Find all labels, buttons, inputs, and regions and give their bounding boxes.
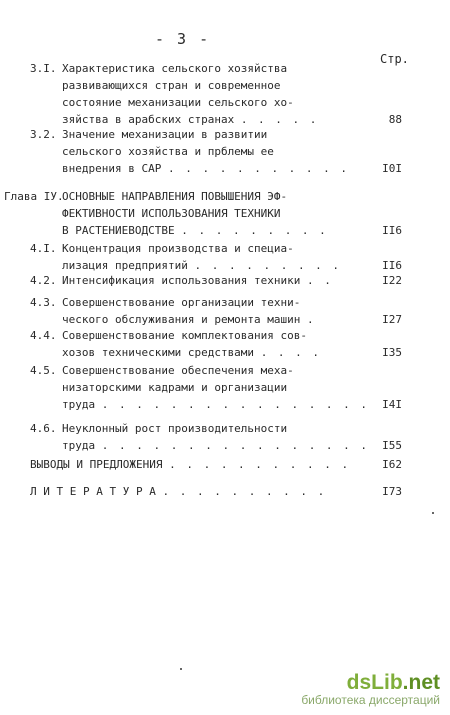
toc-entry-text: ВЫВОДЫ И ПРЕДЛОЖЕНИЯ	[30, 458, 163, 471]
toc-entry-page: I73	[382, 485, 402, 498]
toc-entry-line	[62, 240, 341, 257]
toc-entry-text: хозов техническими средствами	[62, 346, 255, 359]
toc-entry	[0, 420, 402, 454]
toc-entry-text: развивающихся стран и современное	[62, 79, 281, 92]
toc-entry-number: 4.4.	[30, 329, 57, 342]
toc-entry-text: Характеристика сельского хозяйства	[62, 62, 288, 75]
scan-speck	[432, 512, 434, 514]
toc-entry-number: 3.2.	[30, 128, 57, 141]
watermark	[301, 671, 440, 707]
toc-entry-number: 4.5.	[30, 364, 57, 377]
toc-entry	[0, 60, 402, 128]
toc-entry	[0, 240, 402, 274]
toc-entry	[0, 294, 402, 328]
toc-entry-page: I27	[382, 313, 402, 326]
toc-leader-dots: . . . . . . . . .	[181, 224, 328, 237]
toc-entry-line	[30, 483, 326, 500]
toc-entry-line	[62, 379, 369, 396]
toc-entry-page: I4I	[382, 398, 402, 411]
toc-entry-number: 4.3.	[30, 296, 57, 309]
toc-entry-line	[62, 294, 316, 311]
toc-leader-dots: . . . . .	[240, 113, 319, 126]
toc-leader-dots: . . . . . . . . . . . . . . . .	[101, 398, 370, 411]
toc-entry	[0, 483, 402, 500]
toc-entry-text: состояние механизации сельского хо-	[62, 96, 294, 109]
watermark-subtitle: библиотека диссертаций	[301, 693, 440, 707]
toc-entry-text: труда	[62, 439, 96, 452]
toc-entry-line	[62, 77, 318, 94]
toc-entry-page: 88	[388, 113, 402, 126]
toc-entry-line	[62, 188, 328, 205]
toc-entry-text: Неуклонный рост производительности	[62, 422, 288, 435]
toc-entry-text: зяйства в арабских странах	[62, 113, 235, 126]
toc-entry-text: лизация предприятий	[62, 259, 188, 272]
page-column-header: Стр.	[380, 52, 409, 66]
toc-entry-page: I22	[382, 274, 402, 287]
toc-entry-text: Совершенствование комплектования сов-	[62, 329, 308, 342]
toc-leader-dots: . . . . . . . . .	[194, 259, 342, 272]
toc-entry-line	[62, 60, 318, 77]
watermark-logo-main: dsLib	[346, 671, 403, 694]
toc-entry-page: II6	[382, 259, 402, 272]
toc-entry-line	[62, 94, 318, 111]
toc-entry-number: Глава IУ.	[4, 190, 64, 203]
toc-entry	[0, 272, 402, 289]
toc-entry-text: Совершенствование организации техни-	[62, 296, 301, 309]
toc-entry-line	[62, 205, 328, 222]
toc-leader-dots: . . . . . . . . . . . . . . . .	[101, 439, 370, 452]
toc-entry-text: ФЕКТИВНОСТИ ИСПОЛЬЗОВАНИЯ ТЕХНИКИ	[62, 207, 281, 220]
toc-entry-page: I0I	[382, 162, 402, 175]
toc-entry-text: В РАСТЕНИЕВОДСТВЕ	[62, 224, 175, 237]
toc-entry-text: ческого обслуживания и ремонта машин	[62, 313, 301, 326]
toc-entry-text: Л И Т Е Р А Т У Р А	[30, 485, 156, 498]
toc-entry-text: низаторскими кадрами и организации	[62, 381, 288, 394]
toc-entry-page: I55	[382, 439, 402, 452]
toc-entry-line	[62, 437, 369, 454]
toc-leader-dots: .	[307, 313, 316, 326]
toc-entry-page: I62	[382, 458, 402, 471]
toc-entry-text: Значение механизации в развитии	[62, 128, 268, 141]
toc-entry-line	[62, 311, 316, 328]
toc-entry-line	[62, 126, 349, 143]
toc-entry-number: 4.6.	[30, 422, 57, 435]
toc-entry	[0, 188, 402, 239]
toc-entry	[0, 362, 402, 413]
toc-entry-page: II6	[382, 224, 402, 237]
watermark-logo-tld: .net	[402, 671, 440, 694]
page-number: - 3 -	[155, 30, 211, 48]
toc-leader-dots: . . . .	[260, 346, 322, 359]
toc-entry-text: сельского хозяйства и прблемы ее	[62, 145, 274, 158]
toc-leader-dots: . . . . . . . . . . .	[169, 458, 351, 471]
toc-entry-text: внедрения в САР	[62, 162, 162, 175]
toc-entry-line	[62, 420, 369, 437]
toc-entry-text: труда	[62, 398, 96, 411]
toc-leader-dots: . .	[307, 274, 333, 287]
toc-entry-line	[62, 160, 349, 177]
toc-entry-line	[62, 362, 369, 379]
scan-speck	[180, 668, 182, 670]
toc-entry-number: 4.2.	[30, 274, 57, 287]
toc-entry-line	[62, 344, 321, 361]
toc-entry-number: 3.I.	[30, 62, 57, 75]
toc-leader-dots: . . . . . . . . . .	[162, 485, 327, 498]
toc-entry-line	[62, 143, 349, 160]
toc-entry-text: ОСНОВНЫЕ НАПРАВЛЕНИЯ ПОВЫШЕНИЯ ЭФ-	[62, 190, 288, 203]
toc-entry-line	[30, 456, 350, 473]
toc-entry-line	[62, 327, 321, 344]
toc-entry	[0, 456, 402, 473]
toc-entry-page: I35	[382, 346, 402, 359]
toc-entry-line	[62, 272, 333, 289]
toc-entry	[0, 327, 402, 361]
watermark-logo	[301, 671, 440, 695]
toc-entry-text: Совершенствование обеспечения меха-	[62, 364, 294, 377]
toc-entry-line	[62, 396, 369, 413]
toc-entry	[0, 126, 402, 177]
toc-entry-text: Концентрация производства и специа-	[62, 242, 294, 255]
toc-entry-text: Интенсификация использования техники	[62, 274, 301, 287]
toc-entry-line	[62, 222, 328, 239]
toc-leader-dots: . . . . . . . . . . .	[167, 162, 350, 175]
toc-entry-number: 4.I.	[30, 242, 57, 255]
